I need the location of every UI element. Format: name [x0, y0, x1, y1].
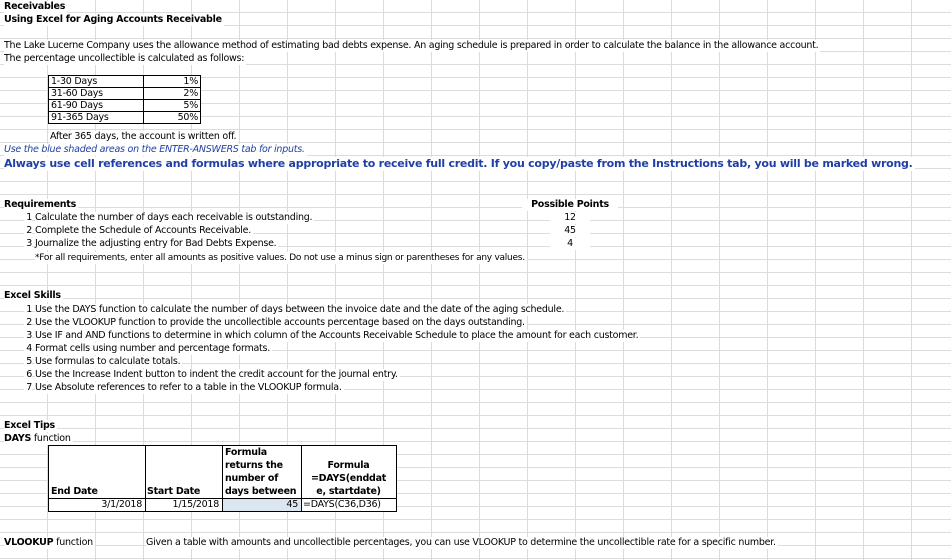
requirements-footnote: *For all requirements, enter all amounts as positive values. Do not use a minus sign or parentheses for any values. [35, 253, 525, 263]
pct-cell[interactable]: 2% [144, 88, 201, 100]
sheet-subtitle: Using Excel for Aging Accounts Receivable [4, 14, 222, 25]
skill-text: Use the DAYS function to calculate the number of days between the invoice date and the date of the aging schedule. [35, 304, 565, 315]
vlookup-function-name: VLOOKUP [4, 537, 54, 548]
formula-returns-header-3: number of [225, 473, 279, 484]
formula-returns-header-1: Formula [225, 447, 267, 458]
days-function-suffix: function [31, 433, 71, 444]
formula-header-3: e, startdate) [316, 486, 381, 497]
formula-returns-header-4: days between [225, 486, 297, 497]
days-function-name: DAYS [4, 433, 32, 444]
sheet-title: Receivables [4, 1, 66, 12]
requirement-number: 2 [24, 225, 32, 237]
range-cell[interactable]: 91-365 Days [49, 112, 144, 124]
skill-number: 3 [24, 330, 32, 342]
skill-text: Format cells using number and percentage formats. [35, 343, 271, 354]
requirement-number: 3 [24, 238, 32, 250]
pct-cell[interactable]: 5% [144, 100, 201, 112]
skill-text: Use the VLOOKUP function to provide the uncollectible accounts percentage based on the days outstanding. [35, 317, 525, 328]
pct-cell[interactable]: 50% [144, 112, 201, 124]
table-row [49, 76, 201, 88]
start-date-value[interactable]: 1/15/2018 [172, 499, 219, 510]
range-cell[interactable]: 31-60 Days [49, 88, 144, 100]
requirement-points: 4 [550, 238, 590, 250]
range-cell[interactable]: 61-90 Days [49, 100, 144, 112]
days-function-label [4, 433, 73, 445]
intro-line-2: The percentage uncollectible is calculated as follows: [4, 53, 245, 64]
requirements-heading: Requirements [4, 199, 77, 210]
writeoff-note: After 365 days, the account is written off. [50, 131, 237, 142]
tips-heading: Excel Tips [4, 420, 55, 431]
requirement-text: Complete the Schedule of Accounts Receivable. [35, 225, 252, 236]
skill-text: Use IF and AND functions to determine in which column of the Accounts Receivable Schedule to place the amount for each customer. [35, 330, 639, 341]
skill-number: 7 [24, 382, 32, 394]
table-row [49, 112, 201, 124]
range-cell[interactable]: 1-30 Days [49, 76, 144, 88]
days-formula-text[interactable]: =DAYS(C36,D36) [303, 499, 381, 510]
end-date-header: End Date [51, 486, 98, 497]
intro-line-1: The Lake Lucerne Company uses the allowance method of estimating bad debts expense. An aging schedule is prepared in order to calculate the balance in the allowance account. [4, 40, 819, 51]
requirement-points: 12 [550, 212, 590, 224]
skill-number: 4 [24, 343, 32, 355]
possible-points-heading: Possible Points [522, 199, 618, 211]
formula-returns-header-2: returns the [225, 460, 283, 471]
formula-header-1: Formula [327, 460, 370, 471]
vlookup-description: Given a table with amounts and uncollectible percentages, you can use VLOOKUP to determine the uncollectible rate for a specific number. [146, 537, 776, 548]
credit-warning: Always use cell references and formulas where appropriate to receive full credit. If you copy/paste from the Instructions tab, you will be marked wrong. [4, 157, 913, 170]
skill-number: 1 [24, 304, 32, 316]
shaded-areas-note: Use the blue shaded areas on the ENTER-ANSWERS tab for inputs. [4, 144, 305, 155]
skill-text: Use the Increase Indent button to indent the credit account for the journal entry. [35, 369, 398, 380]
skills-heading: Excel Skills [4, 290, 61, 301]
table-row [49, 88, 201, 100]
skill-text: Use formulas to calculate totals. [35, 356, 181, 367]
table-row [49, 100, 201, 112]
skill-number: 2 [24, 317, 32, 329]
days-result-value[interactable]: 45 [286, 499, 298, 510]
requirement-text: Calculate the number of days each receivable is outstanding. [35, 212, 313, 223]
vlookup-function-label [4, 537, 95, 549]
uncollectible-pct-table [48, 75, 201, 124]
requirement-number: 1 [24, 212, 32, 224]
skill-number: 5 [24, 356, 32, 368]
requirement-points: 45 [550, 225, 590, 237]
start-date-header: Start Date [147, 486, 201, 497]
end-date-value[interactable]: 3/1/2018 [101, 499, 142, 510]
skill-number: 6 [24, 369, 32, 381]
days-example-table [48, 445, 397, 512]
requirement-text: Journalize the adjusting entry for Bad Debts Expense. [35, 238, 277, 249]
vlookup-function-suffix: function [53, 537, 93, 548]
pct-cell[interactable]: 1% [144, 76, 201, 88]
formula-header-2: =DAYS(enddat [310, 473, 387, 484]
skill-text: Use Absolute references to refer to a table in the VLOOKUP formula. [35, 382, 342, 393]
